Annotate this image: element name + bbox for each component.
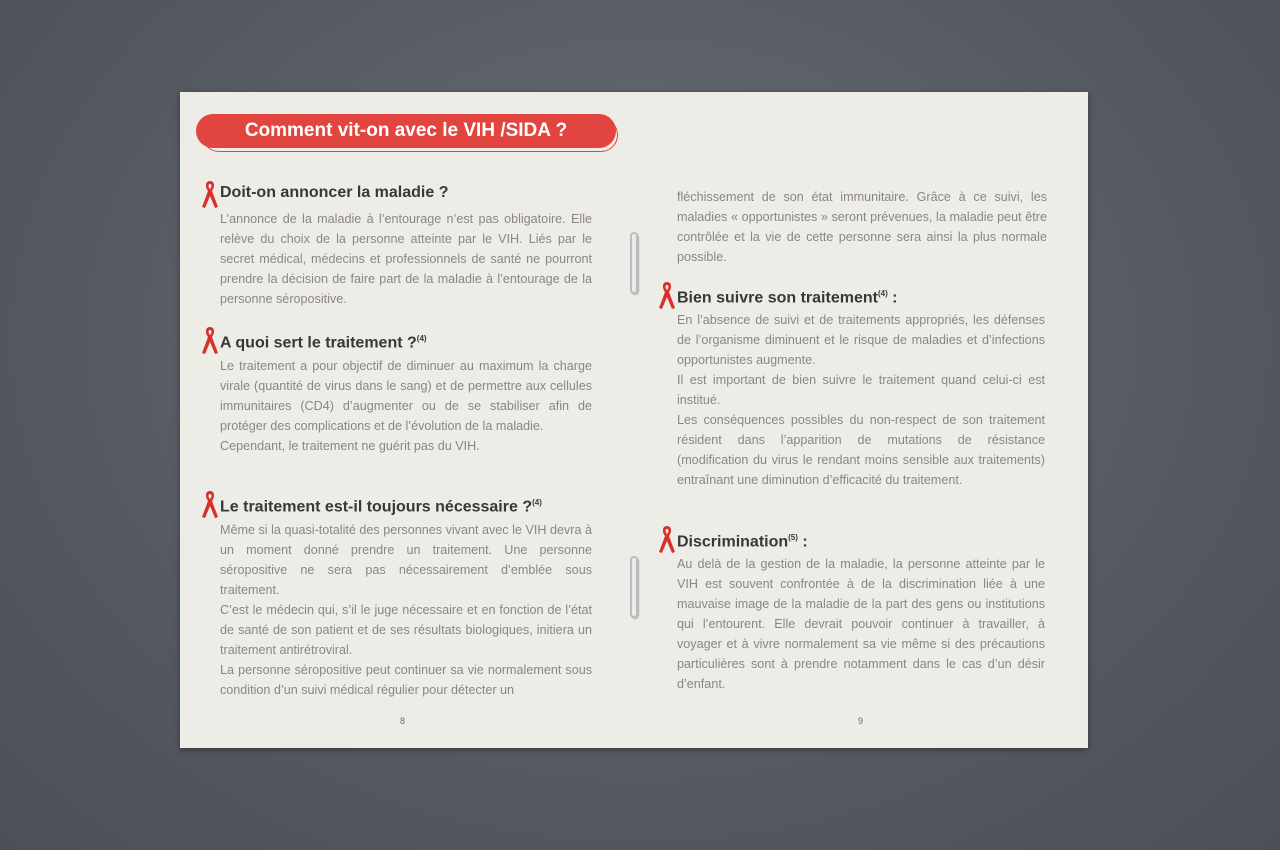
section-body [220, 356, 592, 456]
footnote-ref: (4) [532, 498, 542, 507]
continuation-text [677, 187, 1047, 267]
paragraph: Même si la quasi-totalité des personnes vivant avec le VIH devra à un moment donné prendre un traitement. Une personne séropositive ne sera pas nécessairement d’emblée sous traitement. [220, 523, 592, 597]
left-page [180, 92, 634, 748]
footnote-ref: (4) [416, 334, 427, 343]
page-number: 8 [400, 716, 406, 726]
paragraph: L’annonce de la maladie à l’entourage n’est pas obligatoire. Elle relève du choix de la personne atteinte par le VIH. Liés par le secret médical, médecins et professionnels de santé ne pourront prendre la décision de faire part de la maladie à l’entourage de la personne séropositive. [220, 212, 592, 306]
title-banner [196, 114, 618, 152]
footnote-ref: (4) [877, 289, 888, 298]
red-ribbon-icon [200, 488, 220, 520]
paragraph: fléchissement de son état immunitaire. Grâce à ce suivi, les maladies « opportunistes » seront prévenues, la maladie peut être contrôlée et la vie de cette personne sera ainsi la plus normale possible. [677, 190, 1047, 264]
section-body [677, 310, 1045, 490]
right-page [634, 92, 1088, 748]
banner-title: Comment vit-on avec le VIH /SIDA ? [244, 120, 568, 141]
page-number: 9 [858, 716, 864, 726]
section-body [220, 209, 592, 309]
paragraph: Cependant, le traitement ne guérit pas du VIH. [220, 439, 480, 453]
paragraph: Il est important de bien suivre le traitement quand celui-ci est institué. [677, 373, 1045, 407]
paragraph: Au delà de la gestion de la maladie, la personne atteinte par le VIH est souvent confrontée à de la discrimination liée à une mauvaise image de la maladie de la part des gens ou institutions qui l’entourent. Elle devrait pouvoir continuer à travailler, à voyager et à vivre normalement sa vie même si des précautions particulières sont à prendre notamment dans le cas d’un désir d’enfant. [677, 557, 1045, 691]
booklet-spread [180, 92, 1088, 748]
section-title: Discrimination [677, 533, 789, 551]
heading-suffix: : [887, 289, 898, 307]
section-body [220, 520, 592, 700]
section-title: Bien suivre son traitement [677, 289, 878, 307]
section-title: Le traitement est-il toujours nécessaire ? [220, 498, 533, 516]
paragraph: La personne séropositive peut continuer sa vie normalement sous condition d’un suivi médical régulier pour détecter un [220, 663, 592, 697]
red-ribbon-icon [200, 178, 220, 210]
section-title: A quoi sert le traitement ? [220, 334, 417, 352]
paragraph: Les conséquences possibles du non-respect de son traitement résident dans l’apparition de mutations de résistance (modification du virus le rendant moins sensible aux traitements) entraînant une diminution d’efficacité du traitement. [677, 413, 1045, 487]
section-title: Doit-on annoncer la maladie ? [220, 184, 449, 201]
red-ribbon-icon [657, 279, 677, 311]
paragraph: Le traitement a pour objectif de diminuer au maximum la charge virale (quantité de virus dans le sang) et de permettre aux cellules immunitaires (CD4) d’augmenter ou de se stabiliser afin de protéger des complications et de l’évolution de la maladie. [220, 359, 592, 433]
paragraph: En l’absence de suivi et de traitements appropriés, les défenses de l’organisme diminuent et le risque de maladies et d’infections opportunistes augmente. [677, 313, 1045, 367]
heading-suffix: : [797, 533, 808, 551]
red-ribbon-icon [657, 523, 677, 555]
section-body [677, 554, 1045, 694]
footnote-ref: (5) [788, 533, 798, 542]
red-ribbon-icon [200, 324, 220, 356]
paragraph: C’est le médecin qui, s’il le juge nécessaire et en fonction de l’état de santé de son patient et de ses résultats biologiques, initiera un traitement antirétroviral. [220, 603, 592, 657]
